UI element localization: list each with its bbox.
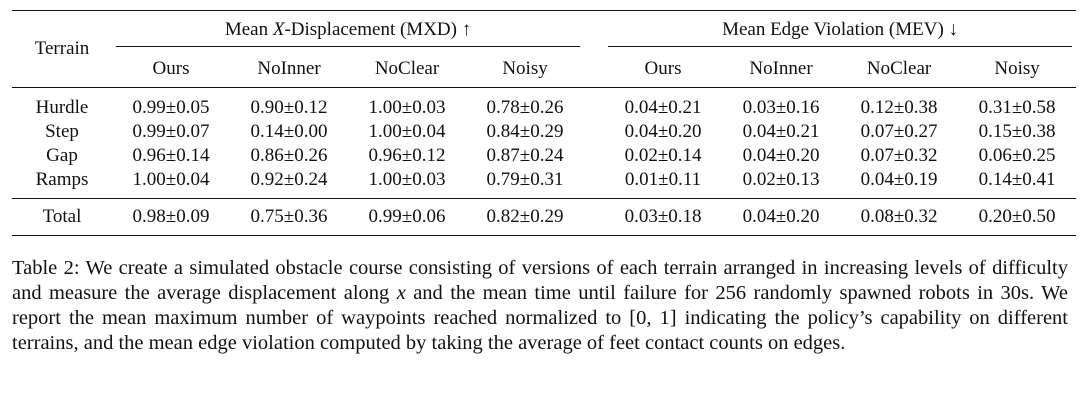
- mev-cell: 0.04±0.21: [624, 97, 702, 118]
- mev-header-label: Mean Edge Violation (MEV) ↓: [608, 19, 1072, 47]
- table-row: [12, 120, 1076, 144]
- table-header: [12, 11, 1076, 88]
- mxd-cell: 0.99±0.05: [132, 97, 210, 118]
- mxd-cell: 0.96±0.12: [368, 145, 446, 166]
- caption-italic-x: x: [396, 282, 406, 304]
- mev-cell: 0.07±0.27: [860, 121, 938, 142]
- mxd-cell: 1.00±0.04: [132, 169, 210, 190]
- mxd-cell: 0.79±0.31: [486, 169, 564, 190]
- mxd-cell: 0.84±0.29: [486, 121, 564, 142]
- table-row: [12, 88, 1076, 121]
- mxd-cell: 0.14±0.00: [250, 121, 328, 142]
- mev-cell: 0.15±0.38: [978, 121, 1056, 142]
- total-row: [12, 199, 1076, 236]
- group-gap: [584, 120, 604, 144]
- mxd-cell: 0.92±0.24: [250, 169, 328, 190]
- terrain-cell: Step: [45, 121, 79, 142]
- mev-cell: 0.02±0.14: [624, 145, 702, 166]
- col-header: Noisy: [994, 58, 1040, 79]
- terrain-column-header: Terrain: [34, 38, 90, 59]
- mev-group-header: [604, 11, 1076, 52]
- mxd-cell: 0.98±0.09: [132, 206, 210, 227]
- caption-label: Table 2:: [12, 257, 80, 279]
- caption-text-2: and the mean time until failure for 256 randomly spawned robots in 30s. We report the mean maximum number of waypoints reached normalized to [0, 1] indicating the policy’s capability on different terrains, and the mean edge violation computed by taking the average of feet contact counts on edges.: [12, 282, 1068, 354]
- mxd-cell: 1.00±0.03: [368, 97, 446, 118]
- col-header: NoInner: [257, 58, 321, 79]
- group-gap: [584, 199, 604, 236]
- mev-cell: 0.12±0.38: [860, 97, 938, 118]
- mxd-cell: 0.96±0.14: [132, 145, 210, 166]
- mev-cell: 0.02±0.13: [742, 169, 820, 190]
- results-table-container: [12, 10, 1060, 236]
- mxd-cell: 0.90±0.12: [250, 97, 328, 118]
- col-header: Noisy: [502, 58, 548, 79]
- mxd-cell: 0.86±0.26: [250, 145, 328, 166]
- mxd-cell: 0.87±0.24: [486, 145, 564, 166]
- group-gap: [584, 11, 604, 52]
- mxd-header-italic-x: X: [272, 19, 285, 40]
- mev-cell: 0.04±0.20: [624, 121, 702, 142]
- table-row: [12, 168, 1076, 199]
- col-header: Ours: [152, 58, 190, 79]
- table-caption: [12, 256, 1068, 356]
- mxd-cell: 1.00±0.04: [368, 121, 446, 142]
- mev-cell: 0.04±0.19: [860, 169, 938, 190]
- mev-cell: 0.08±0.32: [860, 206, 938, 227]
- group-header-row: [12, 11, 1076, 52]
- terrain-cell: Hurdle: [35, 97, 89, 118]
- mxd-cell: 0.99±0.06: [368, 206, 446, 227]
- mev-cell: 0.07±0.32: [860, 145, 938, 166]
- mxd-cell: 0.82±0.29: [486, 206, 564, 227]
- mxd-cell: 0.99±0.07: [132, 121, 210, 142]
- subheader-row: [12, 51, 1076, 88]
- table-row: [12, 144, 1076, 168]
- terrain-cell: Gap: [46, 145, 78, 166]
- caption-text-1: We create a simulated obstacle course consisting of versions of each terrain arranged in increasing levels of difficulty and measure the average displacement along: [12, 257, 1068, 304]
- col-header: NoInner: [749, 58, 813, 79]
- mxd-cell: 0.78±0.26: [486, 97, 564, 118]
- mev-cell: 0.03±0.18: [624, 206, 702, 227]
- results-table: [12, 10, 1076, 236]
- col-header: NoClear: [866, 58, 932, 79]
- mev-cell: 0.04±0.20: [742, 145, 820, 166]
- mev-cell: 0.06±0.25: [978, 145, 1056, 166]
- col-header: NoClear: [374, 58, 440, 79]
- mev-cell: 0.01±0.11: [624, 169, 702, 190]
- mev-cell: 0.31±0.58: [978, 97, 1056, 118]
- group-gap: [584, 144, 604, 168]
- mxd-group-header: [112, 11, 584, 52]
- terrain-cell: Ramps: [35, 169, 89, 190]
- mev-cell: 0.04±0.20: [742, 206, 820, 227]
- mev-cell: 0.14±0.41: [978, 169, 1056, 190]
- group-gap: [584, 51, 604, 88]
- mxd-header-prefix: Mean: [224, 19, 273, 40]
- mev-cell: 0.20±0.50: [978, 206, 1056, 227]
- mxd-cell: 1.00±0.03: [368, 169, 446, 190]
- mxd-cell: 0.75±0.36: [250, 206, 328, 227]
- mev-cell: 0.03±0.16: [742, 97, 820, 118]
- terrain-cell: Total: [42, 206, 82, 227]
- mxd-header-suffix: -Displacement (MXD) ↑: [284, 19, 472, 40]
- mev-cell: 0.04±0.21: [742, 121, 820, 142]
- table-body: [12, 88, 1076, 236]
- group-gap: [584, 88, 604, 121]
- col-header: Ours: [644, 58, 682, 79]
- group-gap: [584, 168, 604, 199]
